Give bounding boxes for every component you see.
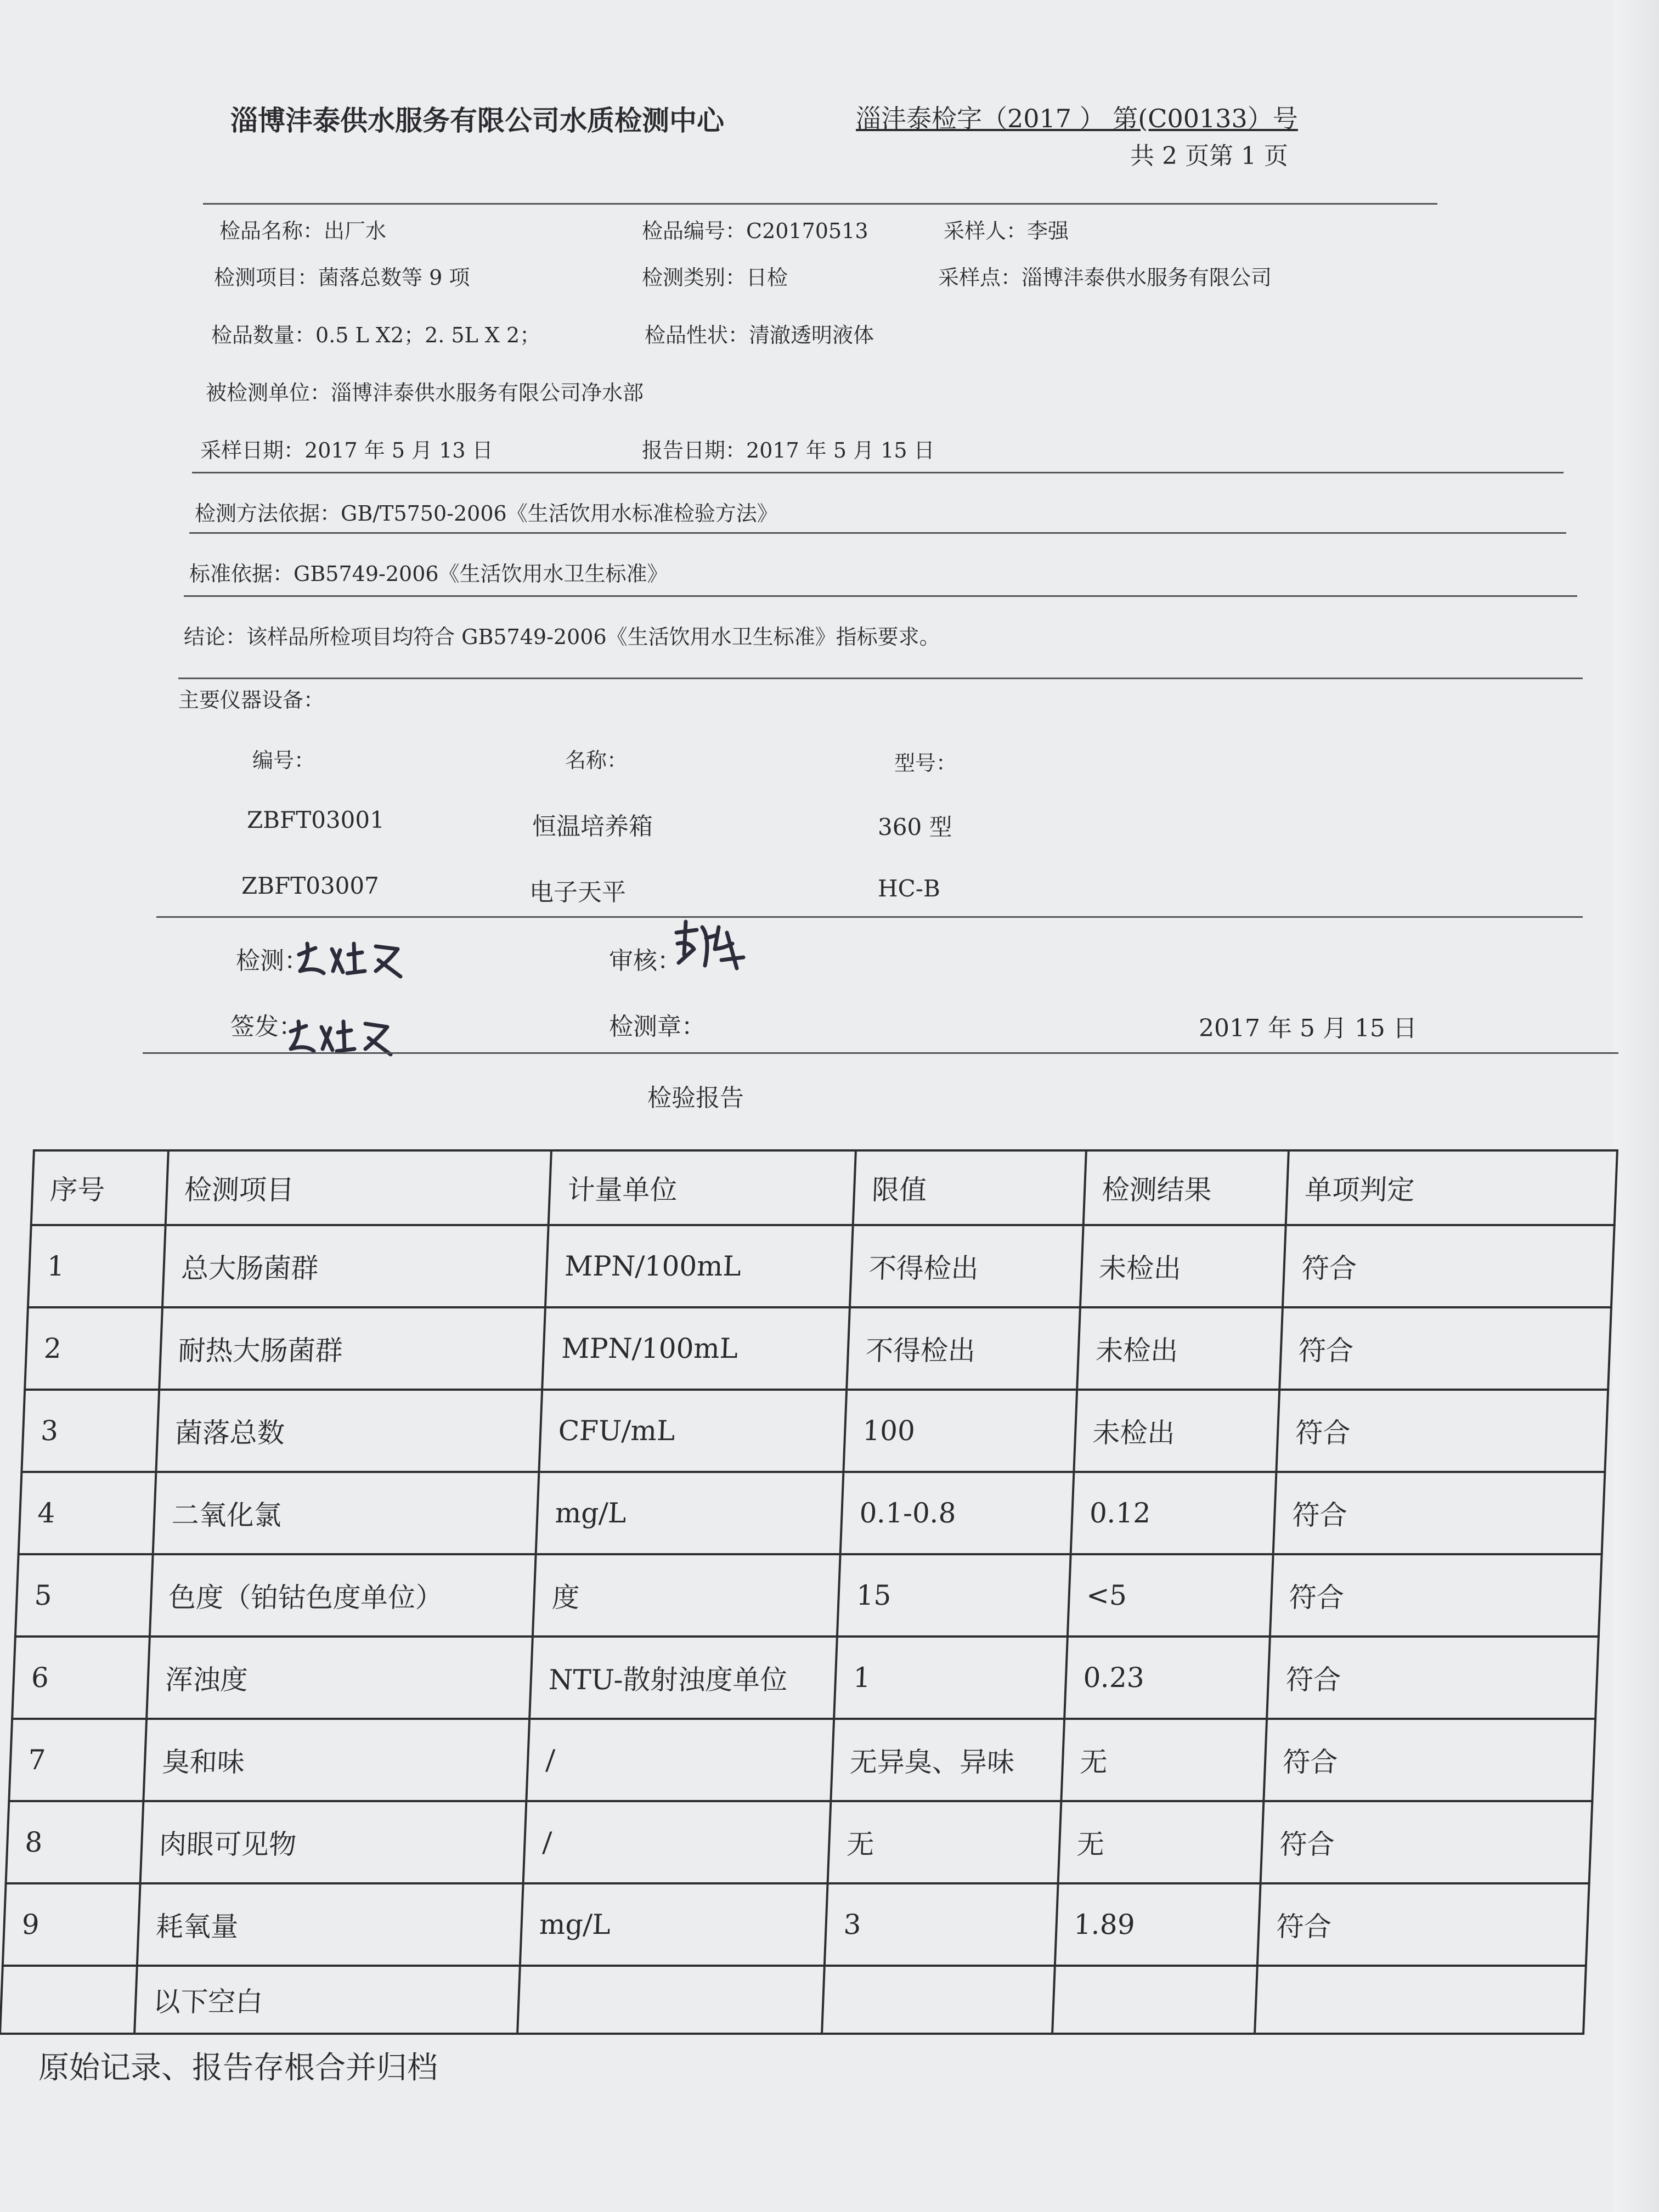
report-date-field: 报告日期：2017 年 5 月 15 日 <box>642 438 935 462</box>
table-cell: 3 <box>21 1390 159 1472</box>
table-cell: 未检出 <box>1080 1225 1285 1307</box>
equipment-header-name: 名称： <box>565 748 628 772</box>
header-cell: 计量单位 <box>549 1150 856 1225</box>
table-cell: CFU/mL <box>539 1390 847 1472</box>
table-cell: 色度（铂钴色度单位） <box>150 1554 537 1637</box>
table-cell: 0.1-0.8 <box>840 1472 1074 1554</box>
table-cell: 菌落总数 <box>156 1390 543 1472</box>
table-row <box>25 1307 1611 1390</box>
divider <box>189 532 1566 534</box>
table-cell: / <box>523 1801 831 1883</box>
table-cell: 7 <box>9 1719 146 1801</box>
reviewer-label: 审核： <box>609 947 681 975</box>
table-cell: 无异臭、异味 <box>831 1719 1064 1801</box>
divider <box>178 678 1583 679</box>
signature-date: 2017 年 5 月 15 日 <box>1199 1014 1417 1042</box>
equipment-no: ZBFT03007 <box>241 872 379 899</box>
table-cell: 符合 <box>1263 1719 1595 1801</box>
header-cell: 检测项目 <box>165 1150 551 1225</box>
standard-field: 标准依据：GB5749-2006《生活饮用水卫生标准》 <box>189 562 668 586</box>
reviewer-signature <box>672 916 749 977</box>
table-cell: mg/L <box>536 1472 843 1554</box>
table-cell: <5 <box>1067 1554 1273 1637</box>
table-cell <box>0 1966 137 2034</box>
table-cell: 未检出 <box>1074 1390 1279 1472</box>
blank-row <box>0 1966 1586 2034</box>
equipment-no: ZBFT03001 <box>247 806 385 833</box>
table-cell: 2 <box>25 1307 162 1390</box>
equipment-model: 360 型 <box>878 814 952 840</box>
table-cell: 符合 <box>1283 1225 1615 1307</box>
table-cell: 1.89 <box>1054 1883 1260 1966</box>
table-cell: 5 <box>15 1554 153 1637</box>
table-cell: 度 <box>533 1554 840 1637</box>
table-cell: 不得检出 <box>847 1307 1080 1390</box>
equipment-model: HC-B <box>878 875 940 902</box>
page-info: 共 2 页第 1 页 <box>1130 142 1288 170</box>
org-title: 淄博沣泰供水服务有限公司水质检测中心 <box>230 105 724 137</box>
table-cell: 耐热大肠菌群 <box>159 1307 546 1390</box>
divider <box>184 595 1577 597</box>
table-cell: 浑浊度 <box>146 1637 533 1719</box>
table-header-row <box>31 1150 1617 1225</box>
table-row <box>19 1472 1605 1554</box>
stamp-label: 检测章： <box>609 1013 706 1041</box>
issuer-label: 签发： <box>230 1013 303 1041</box>
table-cell: 3 <box>825 1883 1058 1966</box>
tester-label: 检测： <box>236 947 308 975</box>
document-number: 淄沣泰检字（2017 ） 第(C00133）号 <box>856 104 1298 133</box>
sampling-date-field: 采样日期：2017 年 5 月 13 日 <box>200 438 493 462</box>
issuer-signature <box>285 1009 395 1059</box>
tested-unit-field: 被检测单位：淄博沣泰供水服务有限公司净水部 <box>206 381 644 405</box>
table-cell: 6 <box>12 1637 149 1719</box>
table-cell <box>1255 1966 1586 2034</box>
header-cell: 限值 <box>853 1150 1086 1225</box>
tester-signature <box>294 933 409 982</box>
table-cell: 8 <box>6 1801 143 1883</box>
results-table <box>0 1149 1618 2035</box>
test-items-field: 检测项目：菌落总数等 9 项 <box>214 266 470 290</box>
sample-name-field: 检品名称：出厂水 <box>219 219 387 243</box>
table-cell: / <box>527 1719 834 1801</box>
table-cell: 臭和味 <box>143 1719 530 1801</box>
table-row <box>15 1554 1602 1637</box>
table-cell: MPN/100mL <box>545 1225 853 1307</box>
table-cell: 100 <box>844 1390 1077 1472</box>
table-cell: MPN/100mL <box>543 1307 850 1390</box>
table-cell: 符合 <box>1276 1390 1608 1472</box>
table-cell: mg/L <box>520 1883 827 1966</box>
table-cell: 符合 <box>1270 1554 1602 1637</box>
table-cell: 1 <box>28 1225 165 1307</box>
table-cell: 1 <box>834 1637 1067 1719</box>
report-title: 检验报告 <box>647 1084 744 1112</box>
table-cell: 9 <box>3 1883 140 1966</box>
table-cell <box>518 1966 825 2034</box>
table-cell: 肉眼可见物 <box>140 1801 527 1883</box>
divider <box>203 203 1437 205</box>
table-cell: 无 <box>828 1801 1061 1883</box>
method-field: 检测方法依据：GB/T5750-2006《生活饮用水标准检验方法》 <box>195 501 778 526</box>
table-row <box>21 1390 1608 1472</box>
results-body <box>0 1150 1617 2034</box>
table-row <box>28 1225 1615 1307</box>
sampling-point-field: 采样点：淄博沣泰供水服务有限公司 <box>938 266 1272 290</box>
header-cell: 序号 <box>31 1150 168 1225</box>
equipment-header-no: 编号： <box>252 748 315 772</box>
table-row <box>9 1719 1595 1801</box>
table-cell: 4 <box>19 1472 156 1554</box>
equipment-name: 电子天平 <box>529 878 626 906</box>
table-cell: 0.12 <box>1070 1472 1276 1554</box>
table-cell: 符合 <box>1267 1637 1599 1719</box>
table-cell: 0.23 <box>1064 1637 1270 1719</box>
header-cell: 检测结果 <box>1083 1150 1289 1225</box>
table-cell <box>822 1966 1054 2034</box>
table-cell: 符合 <box>1279 1307 1611 1390</box>
divider <box>143 1052 1618 1054</box>
equipment-name: 恒温培养箱 <box>532 812 653 840</box>
equipment-header-model: 型号： <box>894 751 957 775</box>
table-cell: 15 <box>837 1554 1070 1637</box>
table-cell: 以下空白 <box>134 1966 521 2034</box>
table-cell: 无 <box>1061 1719 1267 1801</box>
test-type-field: 检测类别：日检 <box>642 266 788 290</box>
divider <box>192 472 1564 473</box>
table-cell: 二氧化氯 <box>153 1472 539 1554</box>
equipment-title: 主要仪器设备： <box>178 688 325 712</box>
divider <box>156 916 1583 918</box>
quantity-field: 检品数量：0.5 L X2；2. 5L X 2； <box>211 323 541 347</box>
sample-no-field: 检品编号：C20170513 <box>642 219 868 243</box>
table-cell <box>1052 1966 1257 2034</box>
archive-note: 原始记录、报告存根合并归档 <box>38 2050 438 2086</box>
table-cell: 符合 <box>1273 1472 1605 1554</box>
table-cell: 符合 <box>1257 1883 1589 1966</box>
table-cell: NTU-散射浊度单位 <box>530 1637 837 1719</box>
table-row <box>6 1801 1593 1883</box>
table-row <box>3 1883 1589 1966</box>
table-cell: 无 <box>1058 1801 1263 1883</box>
table-row <box>12 1637 1599 1719</box>
table-cell: 总大肠菌群 <box>162 1225 549 1307</box>
table-cell: 符合 <box>1261 1801 1593 1883</box>
table-cell: 未检出 <box>1077 1307 1283 1390</box>
table-cell: 耗氧量 <box>137 1883 524 1966</box>
sampler-field: 采样人：李强 <box>944 219 1069 243</box>
property-field: 检品性状：清澈透明液体 <box>645 323 874 347</box>
header-cell: 单项判定 <box>1286 1150 1617 1225</box>
table-cell: 不得检出 <box>850 1225 1083 1307</box>
conclusion-field: 结论：该样品所检项目均符合 GB5749-2006《生活饮用水卫生标准》指标要求。 <box>184 625 940 649</box>
